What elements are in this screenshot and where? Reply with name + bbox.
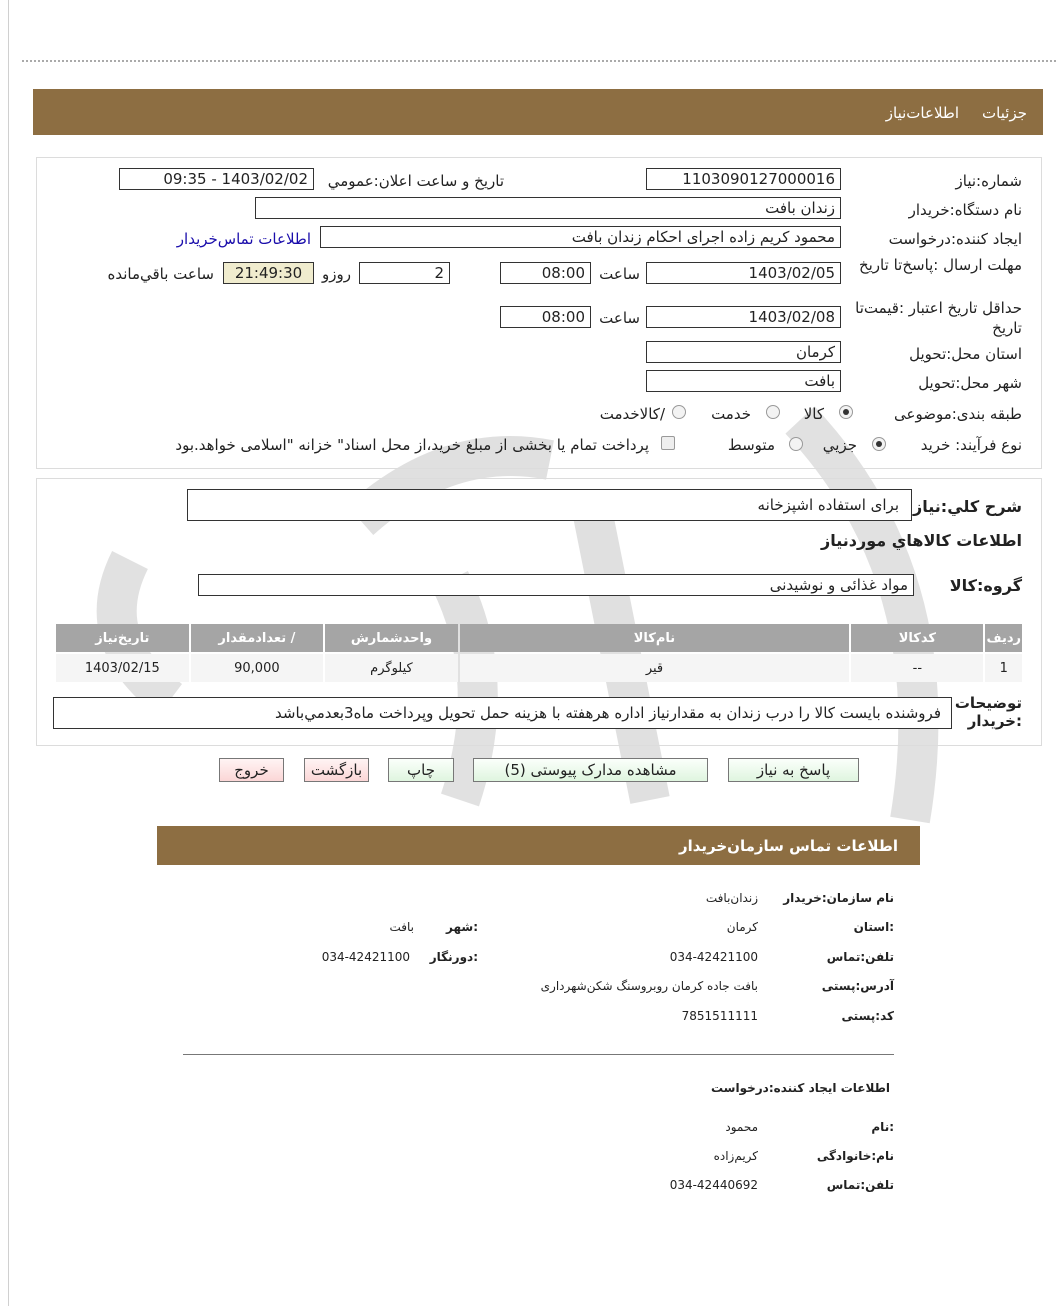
contact-phone-label: تلفن:تماس [826, 950, 894, 964]
contact-city-value: بافت [389, 920, 414, 934]
col-row-number: رديف [985, 624, 1022, 652]
category-goods-service-label: /کالاخدمت [599, 405, 665, 423]
validity-time-field: 08:00 [500, 306, 591, 328]
table-row [56, 654, 1022, 682]
days-label: روزو [322, 265, 351, 283]
deadline-time-label: ساعت [599, 265, 640, 283]
deadline-label: مهلت ارسال :پاسخ‌تا تاريخ [858, 256, 1022, 274]
validity-time-label: ساعت [599, 309, 640, 327]
validity-date-field: 1403/02/08 [646, 306, 841, 328]
back-button[interactable]: بازگشت [304, 758, 369, 782]
remaining-time-label: ساعت باقي‌مانده [107, 265, 214, 283]
process-medium-radio[interactable] [789, 437, 803, 451]
exit-button[interactable]: خروج [219, 758, 284, 782]
creator-phone-value: 034-42440692 [669, 1178, 758, 1192]
cell-row-number: 1 [985, 654, 1022, 682]
creator-first-name-label: :نام [871, 1120, 894, 1134]
remaining-time-field: 21:49:30 [223, 262, 314, 284]
contact-postal-value: 7851511111 [681, 1009, 758, 1023]
contact-org-label: نام سازمان:خريدار [783, 891, 894, 905]
contact-province-label: :استان [853, 920, 894, 934]
process-minor-radio[interactable] [872, 437, 886, 451]
contact-city-label: :شهر [446, 920, 478, 934]
need-number-label: شماره:نياز [955, 172, 1022, 190]
cell-unit: کيلوگرم [325, 654, 458, 682]
creator-label: ايجاد کننده:درخواست [888, 230, 1022, 248]
cell-goods-name: قير [460, 654, 849, 682]
buyer-org-label: نام دستگاه:خريدار [908, 201, 1022, 219]
deadline-time-field: 08:00 [500, 262, 591, 284]
validity-label: حداقل تاريخ اعتبار :قيمت‌تا تاريخ [855, 299, 1022, 337]
goods-info-heading: اطلاعات کالاهاي موردنياز [821, 531, 1022, 550]
city-field: بافت [646, 370, 841, 392]
contact-address-label: آدرس:پستی [821, 979, 894, 993]
buyer-notes-field: فروشنده بايست کالا را درب زندان به مقدارنياز اداره هرهفته با هزينه حمل تحويل وپرداخت ماه3بعدمي‌باشد [53, 697, 952, 729]
print-button[interactable]: چاپ [388, 758, 454, 782]
top-divider [22, 60, 1056, 62]
treasury-payment-checkbox[interactable] [661, 436, 675, 450]
view-attachments-button[interactable]: مشاهده مدارک پيوستی (5) [473, 758, 708, 782]
contact-org-value: زندان‌بافت [705, 891, 758, 905]
process-type-label: نوع فرآيند: خريد [920, 436, 1022, 454]
contact-province-value: کرمان [726, 920, 758, 934]
details-link[interactable]: جزئيات [982, 104, 1027, 122]
buyer-notes-label: توضيحات :خريدار [954, 694, 1022, 730]
need-info-tab[interactable]: اطلاعات‌نياز [885, 104, 959, 122]
province-field: کرمان [646, 341, 841, 363]
creator-last-name-value: کريم‌زاده [713, 1149, 758, 1163]
cell-goods-code: -- [851, 654, 983, 682]
cell-need-date: 1403/02/15 [56, 654, 189, 682]
contact-address-value: بافت جاده کرمان روبروسنگ شکن‌شهرداری [540, 979, 758, 993]
goods-group-field: مواد غذائی و نوشيدنی [198, 574, 914, 596]
contact-phone-value: 034-42421100 [669, 950, 758, 964]
col-unit: واحدشمارش [325, 624, 458, 652]
goods-group-label: گروه:کالا [949, 576, 1022, 595]
buyer-contact-link[interactable]: اطلاعات تماس‌خريدار [176, 230, 311, 248]
category-service-radio[interactable] [766, 405, 780, 419]
col-need-date: تاريخ‌نياز [56, 624, 189, 652]
creator-phone-label: تلفن:تماس [826, 1178, 894, 1192]
buyer-org-field: زندان بافت [255, 197, 841, 219]
process-medium-label: متوسط [727, 436, 775, 454]
col-goods-name: نام‌کالا [460, 624, 849, 652]
creator-last-name-label: نام:خانوادگی [816, 1149, 894, 1163]
col-goods-code: کدکالا [851, 624, 983, 652]
details-header-bar [33, 89, 1043, 135]
creator-info-heading: اطلاعات ايجاد کننده:درخواست [710, 1081, 890, 1095]
general-desc-label: شرح کلي:نياز [913, 497, 1022, 516]
contact-postal-label: کد:پستی [841, 1009, 894, 1023]
need-number-field: 1103090127000016 [646, 168, 841, 190]
col-quantity: / تعدادمقدار [191, 624, 324, 652]
province-label: استان محل:تحويل [909, 345, 1022, 363]
category-goods-service-radio[interactable] [672, 405, 686, 419]
creator-first-name-value: محمود [725, 1120, 758, 1134]
announce-datetime-label: تاريخ و ساعت اعلان:عمومي [327, 172, 504, 190]
days-remaining-field: 2 [359, 262, 450, 284]
deadline-date-field: 1403/02/05 [646, 262, 841, 284]
process-minor-label: جزيي [822, 436, 857, 454]
creator-field: محمود کريم زاده اجرای احکام زندان بافت [320, 226, 841, 248]
city-label: شهر محل:تحويل [918, 374, 1022, 392]
general-desc-field: برای استفاده اشپزخانه [187, 489, 912, 521]
cell-quantity: 90,000 [191, 654, 324, 682]
contact-header-bar [157, 826, 920, 865]
category-label: طبقه بندی:موضوعی [894, 405, 1022, 423]
category-goods-radio[interactable] [839, 405, 853, 419]
contact-fax-label: :دورنگار [429, 950, 478, 964]
category-service-label: خدمت [711, 405, 751, 423]
left-border [8, 0, 9, 1306]
goods-table [54, 622, 1024, 684]
contact-heading: اطلاعات تماس سازمان‌خريدار [678, 837, 898, 855]
treasury-payment-note: پرداخت تمام يا بخشی از مبلغ خريد،از محل اسناد" خزانه "اسلامی خواهد.بود [175, 436, 649, 454]
contact-fax-value: 034-42421100 [321, 950, 410, 964]
reply-button[interactable]: پاسخ به نياز [728, 758, 859, 782]
contact-divider [183, 1054, 894, 1055]
announce-datetime-field: 1403/02/02 - 09:35 [119, 168, 314, 190]
category-goods-label: کالا [803, 405, 824, 423]
